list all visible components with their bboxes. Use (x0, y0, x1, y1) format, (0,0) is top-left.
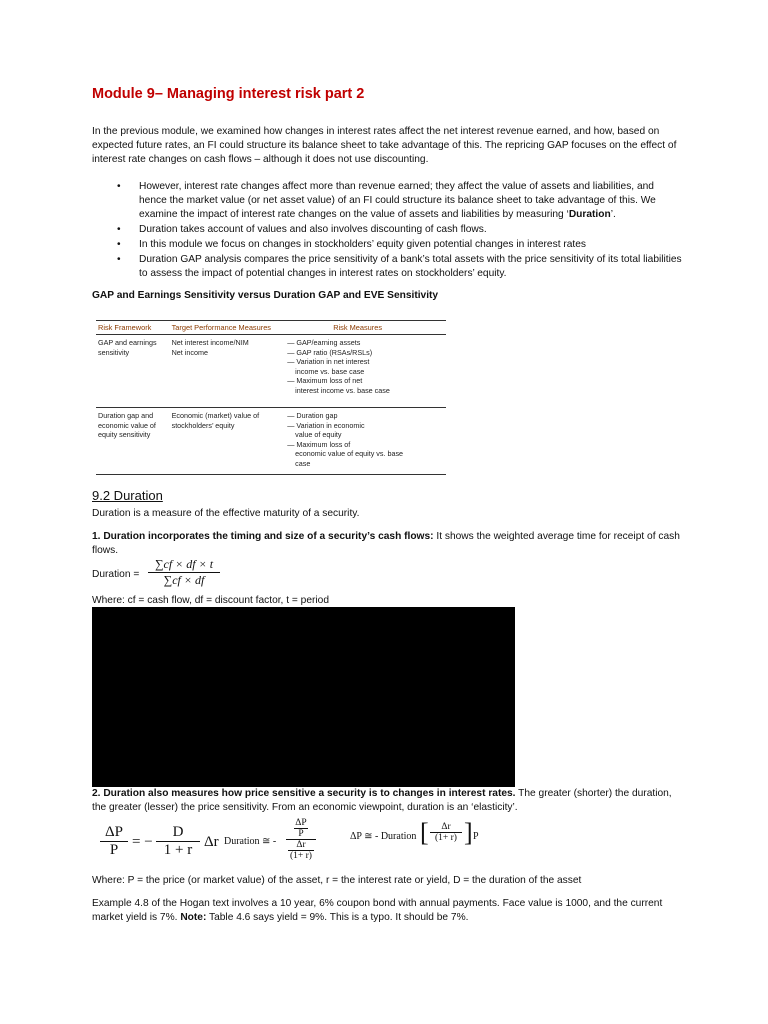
list-item: • Duration GAP analysis compares the price sensitivity of a bank’s total assets with the price sensitivity of its total liabilities to assess the impact of potential changes in interest rates on stockholders’ equity. (117, 254, 682, 279)
intro-paragraph: In the previous module, we examined how changes in interest rates affect the net interest revenue earned, and how, based on expected future rates, an FI could structure its balance sheet to take advantage of this. The repricing GAP focuses on the effect of interest rate changes on cash flows – although it does not use discounting. (92, 126, 677, 165)
table-header: Target Performance Measures (170, 321, 286, 335)
table-heading: GAP and Earnings Sensitivity versus Duration GAP and EVE Sensitivity (92, 290, 439, 301)
duration-fraction: ∑cf × df × t ∑cf × df (148, 557, 220, 588)
table-header: Risk Framework (96, 321, 170, 335)
table-header: Risk Measures (285, 321, 446, 335)
document-page (92, 0, 682, 1024)
bullet-icon: • (117, 254, 121, 265)
table-cell: Economic (market) value of stockholders’ equity (170, 408, 286, 475)
formula-legend-2: Where: P = the price (or market value) of the asset, r = the interest rate or yield, D = the duration of the asset (92, 875, 582, 886)
formula-legend: Where: cf = cash flow, df = discount factor, t = period (92, 595, 329, 606)
section-heading: 9.2 Duration (92, 488, 163, 503)
duration-formula: Duration = ∑cf × df × t ∑cf × df (92, 557, 292, 593)
table-row (96, 335, 446, 408)
table-cell: GAP and earnings sensitivity (96, 335, 170, 408)
page-title: Module 9– Managing interest risk part 2 (92, 86, 365, 102)
risk-table-figure (96, 320, 446, 475)
table-cell: — Duration gap — Variation in economic value of equity — Maximum loss of economic value of equity vs. base case (285, 408, 446, 475)
risk-table (96, 320, 446, 475)
list-item: • In this module we focus on changes in stockholders’ equity given potential changes in interest rates (117, 239, 587, 250)
bullet-icon: • (117, 224, 121, 235)
table-cell: Net interest income/NIM Net income (170, 335, 286, 408)
point-two: 2. Duration also measures how price sensitive a security is to changes in interest rates. The greater (shorter) the duration, the greater (lesser) the price sensitivity. From an economic viewpoint, duration is an ‘elasticity’. (92, 788, 672, 813)
table-cell: — GAP/earning assets — GAP ratio (RSAs/RSLs) — Variation in net interest income vs. base case — Maximum loss of net interest income vs. base case (285, 335, 446, 408)
bullet-list (92, 180, 682, 282)
example-paragraph: Example 4.8 of the Hogan text involves a 10 year, 6% coupon bond with annual payments. Face value is 1000, and the current market yield is 7%. Note: Table 4.6 says yield = 9%. This is a typo. It should be 7%. (92, 898, 663, 923)
list-item: • Duration takes account of values and also involves discounting of cash flows. (117, 224, 487, 235)
bullet-icon: • (117, 181, 121, 192)
table-cell: Duration gap and economic value of equity sensitivity (96, 408, 170, 475)
point-one: 1. Duration incorporates the timing and size of a security’s cash flows: It shows the weighted average time for receipt of cash flows. (92, 531, 680, 556)
list-item: • However, interest rate changes affect more than revenue earned; they affect the value of assets and liabilities, and hence the market value (or net asset value) of an FI could structure its balance sheet to take advantage of this. We examine the impact of interest rate changes on the value of assets and liabilities by measuring ‘Duration’. (117, 181, 656, 220)
table-row (96, 408, 446, 475)
price-sensitivity-formulas: ΔP P = − D 1 + r Δr Duration ≅ - ΔP P Δr (1+ r) ΔP ≅ - Duration [ Δr (1+ r) ] P (92, 818, 682, 872)
redacted-image (92, 607, 515, 787)
duration-definition: Duration is a measure of the effective maturity of a security. (92, 508, 360, 519)
bullet-icon: • (117, 239, 121, 250)
